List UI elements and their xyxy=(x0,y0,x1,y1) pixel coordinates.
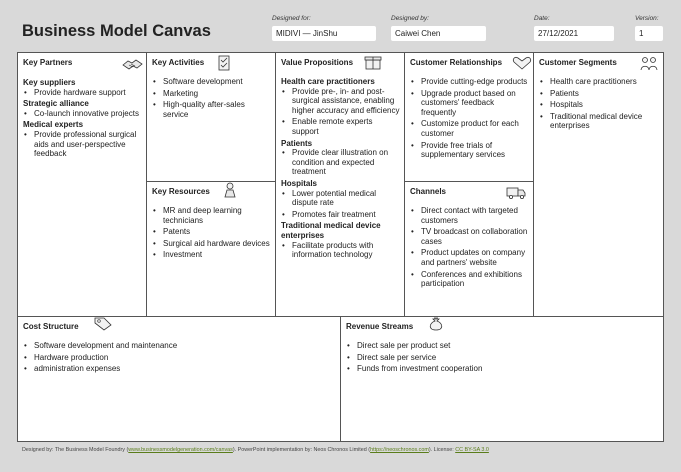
customer-segments-title: Customer Segments xyxy=(539,58,617,67)
list-item: • Provide cutting-edge products xyxy=(410,77,529,87)
revenue-streams-title: Revenue Streams xyxy=(346,322,414,331)
list-item: • Provide free trials of supplementary services xyxy=(410,141,529,160)
handshake-icon xyxy=(122,56,144,72)
channels-block xyxy=(405,182,534,317)
checklist-icon xyxy=(213,55,235,71)
key-resources-content xyxy=(152,206,271,262)
value-propositions-content xyxy=(281,75,400,262)
key-activities-block xyxy=(147,53,276,182)
footer-license-prefix: ). License: xyxy=(428,447,456,453)
list-item: • Direct sale per product set xyxy=(346,341,659,351)
header xyxy=(0,0,681,52)
key-partners-title: Key Partners xyxy=(23,58,73,67)
people-icon xyxy=(638,55,660,71)
footer-link-canvas[interactable]: www.businessmodelgeneration.com/canvas xyxy=(128,447,233,453)
list-item: • Software development xyxy=(152,77,271,87)
group-heading: Key suppliers xyxy=(23,78,76,87)
gift-icon xyxy=(362,54,384,70)
key-activities-title: Key Activities xyxy=(152,58,205,67)
list-item: • Health care practitioners xyxy=(539,77,659,87)
list-item: • Lower potential medical dispute rate xyxy=(281,189,400,208)
key-resources-block xyxy=(147,182,276,317)
cost-structure-title: Cost Structure xyxy=(23,322,79,331)
list-item: • Product updates on company and partners' website xyxy=(410,248,529,267)
list-item: • Surgical aid hardware devices xyxy=(152,239,271,249)
group-heading: Hospitals xyxy=(281,178,318,188)
list-item: • Enable remote experts support xyxy=(281,117,400,136)
date-label: Date: xyxy=(534,15,550,22)
value-propositions-title: Value Propositions xyxy=(281,58,354,67)
list-item: • Hospitals xyxy=(539,100,659,110)
footer-link-license[interactable]: CC BY-SA 3.0 xyxy=(455,447,489,453)
list-item: • Traditional medical device enterprises xyxy=(539,112,659,131)
footer-link-neoschronos[interactable]: https://neoschronos.com xyxy=(370,447,429,453)
customer-relationships-block xyxy=(405,53,534,182)
list-item: • Customize product for each customer xyxy=(410,119,529,138)
customer-segments-block xyxy=(534,53,663,317)
list-item: • MR and deep learning technicians xyxy=(152,206,271,225)
page-title: Business Model Canvas xyxy=(22,22,211,40)
footer-credits xyxy=(22,447,489,453)
designed-by-label: Designed by: xyxy=(391,15,429,22)
footer-middle: ). PowerPoint implementation by: Neos Chronos Limited ( xyxy=(232,447,371,453)
list-item: • Provide clear illustration on condition and expected treatment xyxy=(281,148,400,177)
list-item: • Co-launch innovative projects xyxy=(23,109,142,119)
list-item: • High-quality after-sales service xyxy=(152,100,271,119)
channels-content xyxy=(410,206,529,291)
money-bag-icon xyxy=(425,317,447,331)
list-item: • Investment xyxy=(152,250,271,260)
key-partners-block xyxy=(18,53,147,317)
list-item: • administration expenses xyxy=(23,364,336,374)
cost-structure-block xyxy=(18,317,341,441)
list-item: • Hardware production xyxy=(23,353,336,363)
list-item: • Provide pre-, in- and post-surgical assistance, enabling higher accuracy and efficiency xyxy=(281,87,400,116)
list-item: • Software development and maintenance xyxy=(23,341,336,351)
footer-prefix: Designed by: The Business Model Foundry ( xyxy=(22,447,129,453)
list-item: • Provide hardware support xyxy=(23,88,142,98)
group-heading: Medical experts xyxy=(23,120,84,130)
business-model-canvas xyxy=(17,52,664,442)
customer-segments-content xyxy=(539,77,659,133)
key-activities-content xyxy=(152,77,271,121)
version-field[interactable]: 1 xyxy=(635,26,663,41)
list-item: • TV broadcast on collaboration cases xyxy=(410,227,529,246)
list-item: • Facilitate products with information technology xyxy=(281,241,400,260)
list-item: • Direct contact with targeted customers xyxy=(410,206,529,225)
list-item: • Conferences and exhibitions participation xyxy=(410,270,529,289)
heart-icon xyxy=(511,55,533,71)
list-item: • Promotes fair treatment xyxy=(281,210,400,220)
designed-by-field[interactable]: Caiwei Chen xyxy=(391,26,486,41)
group-heading: Traditional medical device enterprises xyxy=(281,221,381,240)
price-tag-icon xyxy=(92,317,114,331)
designed-for-label: Designed for: xyxy=(272,15,311,22)
value-propositions-block xyxy=(276,53,405,317)
channels-title: Channels xyxy=(410,187,447,196)
list-item: • Patents xyxy=(152,227,271,237)
customer-relationships-title: Customer Relationships xyxy=(410,58,503,67)
list-item: • Marketing xyxy=(152,89,271,99)
designed-for-field[interactable]: MIDIVI — JinShu xyxy=(272,26,376,41)
date-field[interactable]: 27/12/2021 xyxy=(534,26,614,41)
list-item: • Provide professional surgical aids and user-perspective feedback xyxy=(23,130,142,159)
customer-relationships-content xyxy=(410,77,529,162)
version-label: Version: xyxy=(635,15,659,22)
group-heading: Strategic alliance xyxy=(23,99,89,109)
key-partners-content xyxy=(23,76,142,161)
list-item: • Upgrade product based on customers' feedback frequently xyxy=(410,89,529,118)
key-resources-title: Key Resources xyxy=(152,187,210,196)
cost-structure-content xyxy=(23,341,336,376)
group-heading: Health care practitioners xyxy=(281,77,375,86)
revenue-streams-content xyxy=(346,341,659,376)
revenue-streams-block xyxy=(341,317,663,441)
list-item: • Funds from investment cooperation xyxy=(346,364,659,374)
worker-icon xyxy=(219,182,241,198)
group-heading: Patients xyxy=(281,138,313,148)
list-item: • Direct sale per service xyxy=(346,353,659,363)
list-item: • Patients xyxy=(539,89,659,99)
truck-icon xyxy=(505,184,527,200)
